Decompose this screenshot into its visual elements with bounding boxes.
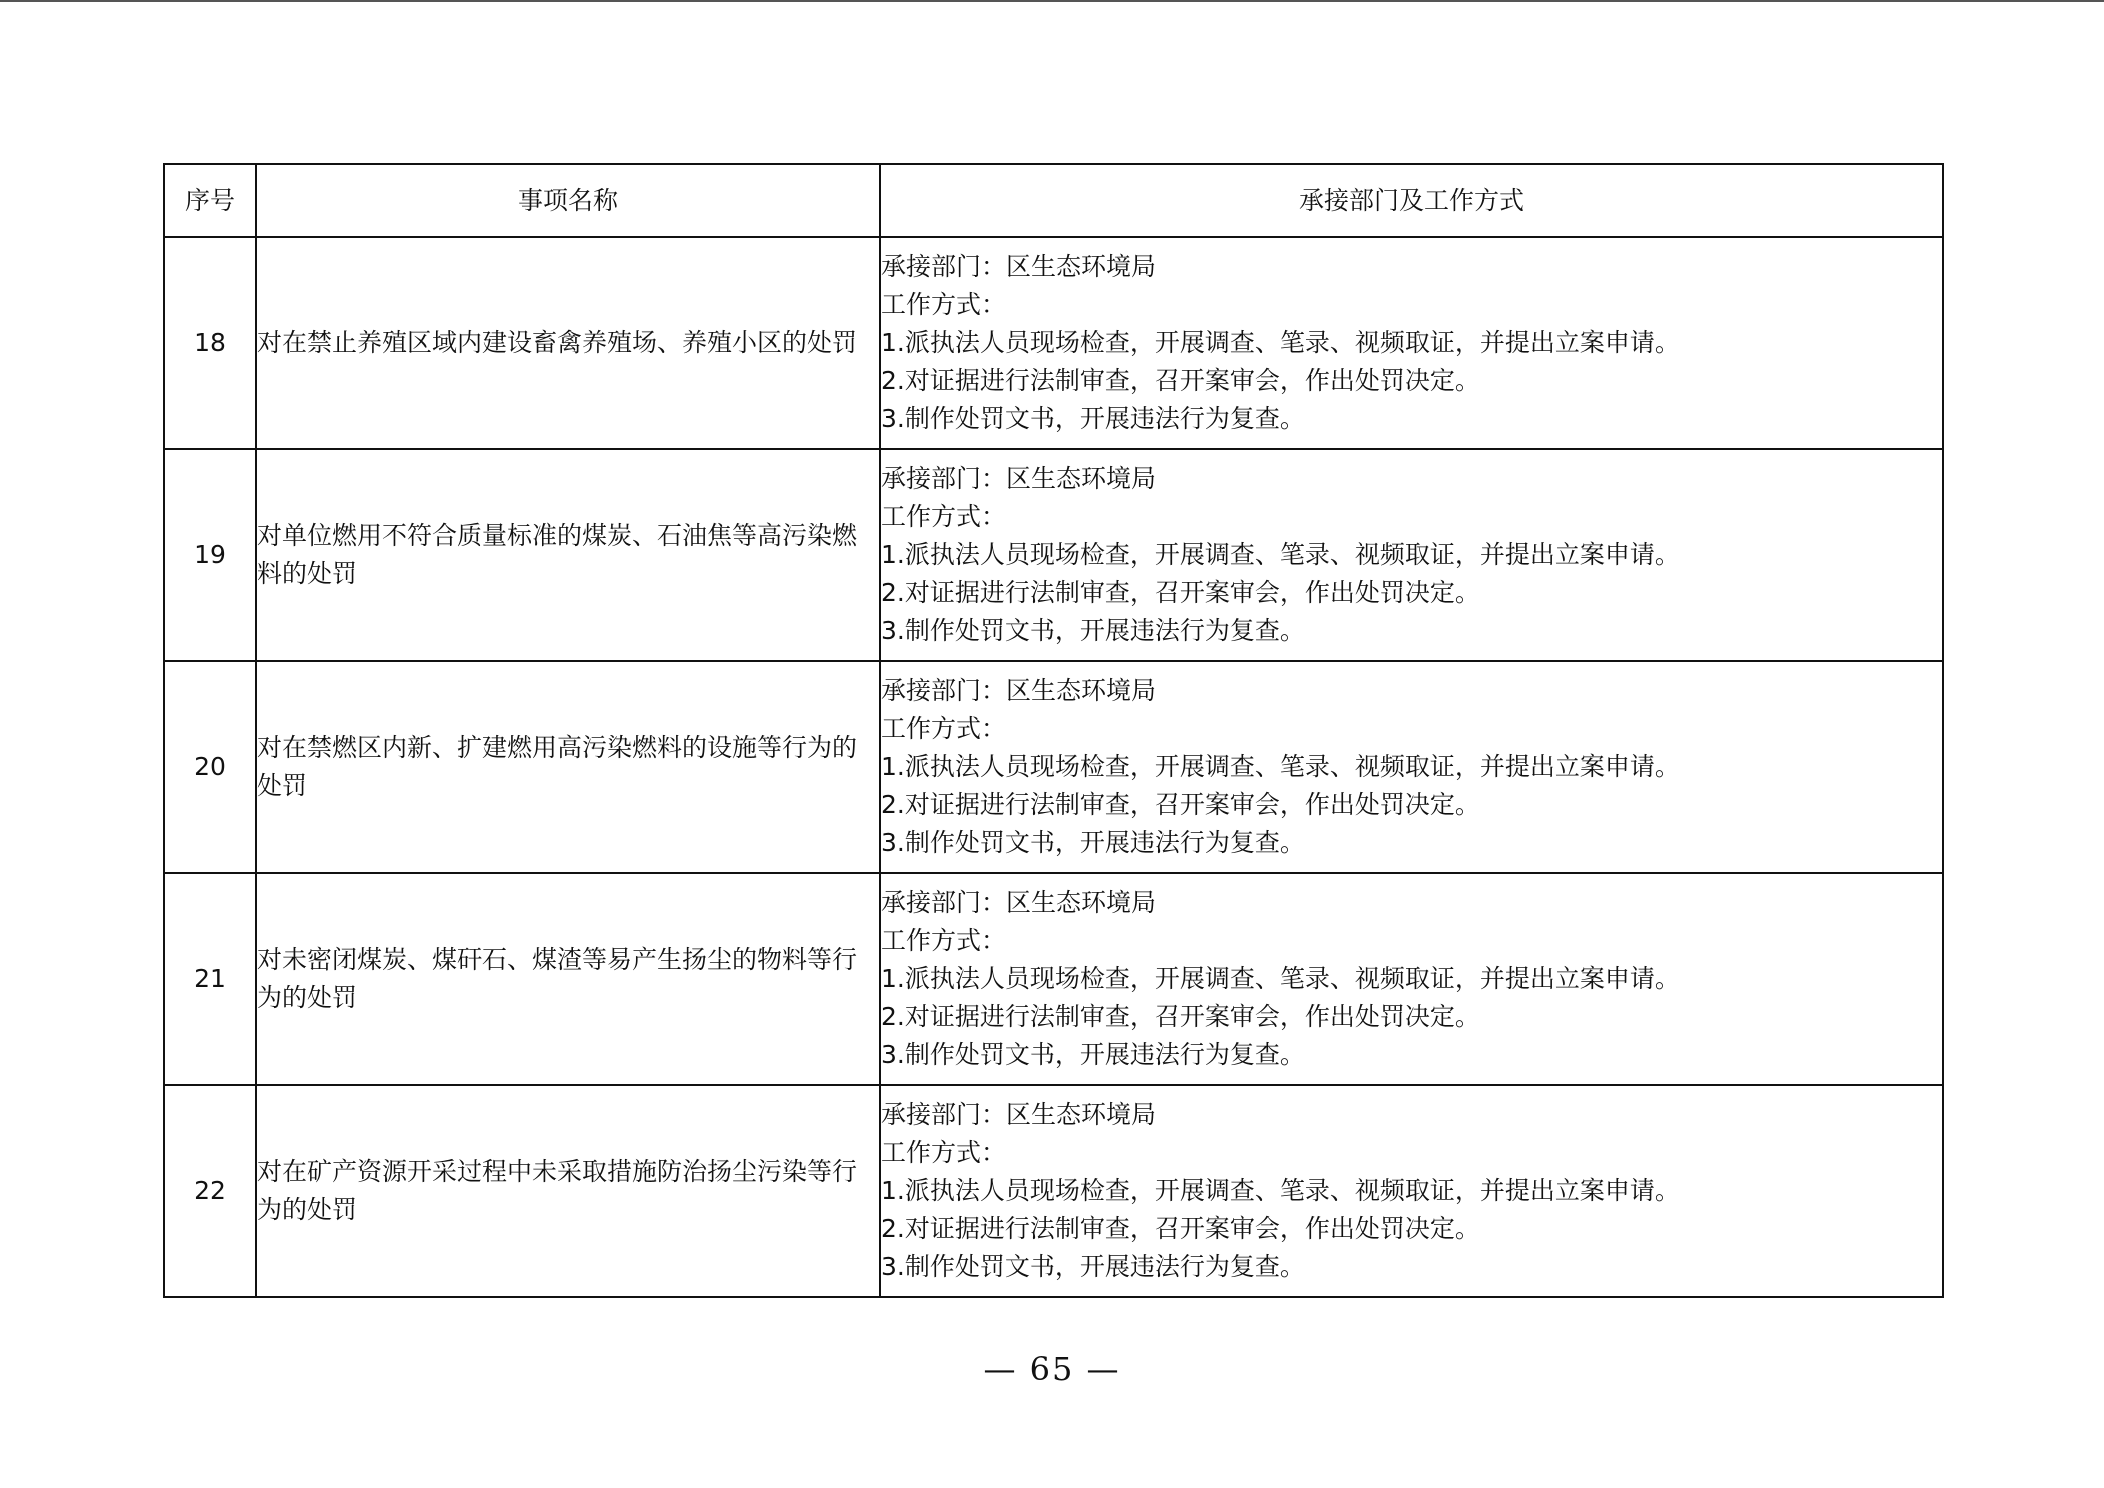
method-step: 1.派执法人员现场检查，开展调查、笔录、视频取证，并提出立案申请。 (881, 1176, 1680, 1205)
department-line: 承接部门：区生态环境局 (881, 464, 1157, 493)
row-department-and-method (880, 1085, 1943, 1297)
method-step: 1.派执法人员现场检查，开展调查、笔录、视频取证，并提出立案申请。 (881, 752, 1680, 781)
row-item-name: 对在禁燃区内新、扩建燃用高污染燃料的设施等行为的处罚 (256, 661, 880, 873)
method-step: 2.对证据进行法制审查，召开案审会，作出处罚决定。 (881, 366, 1480, 395)
row-department-and-method (880, 873, 1943, 1085)
department-line: 承接部门：区生态环境局 (881, 1100, 1157, 1129)
row-index: 22 (164, 1085, 256, 1297)
row-index: 21 (164, 873, 256, 1085)
header-index: 序号 (164, 164, 256, 237)
method-step: 1.派执法人员现场检查，开展调查、笔录、视频取证，并提出立案申请。 (881, 540, 1680, 569)
page-number: — 65 — (983, 1350, 1121, 1388)
table-row (164, 1085, 1943, 1297)
method-step: 3.制作处罚文书，开展违法行为复查。 (881, 616, 1305, 645)
table-header-row (164, 164, 1943, 237)
method-step: 1.派执法人员现场检查，开展调查、笔录、视频取证，并提出立案申请。 (881, 964, 1680, 993)
method-label: 工作方式： (881, 1138, 1007, 1167)
row-department-and-method (880, 661, 1943, 873)
row-index: 18 (164, 237, 256, 449)
header-item-name: 事项名称 (256, 164, 880, 237)
row-index: 20 (164, 661, 256, 873)
method-step: 2.对证据进行法制审查，召开案审会，作出处罚决定。 (881, 1214, 1480, 1243)
table-row (164, 661, 1943, 873)
method-label: 工作方式： (881, 926, 1007, 955)
method-step: 3.制作处罚文书，开展违法行为复查。 (881, 404, 1305, 433)
method-label: 工作方式： (881, 502, 1007, 531)
department-line: 承接部门：区生态环境局 (881, 252, 1157, 281)
row-department-and-method (880, 237, 1943, 449)
method-step: 3.制作处罚文书，开展违法行为复查。 (881, 1252, 1305, 1281)
method-step: 2.对证据进行法制审查，召开案审会，作出处罚决定。 (881, 790, 1480, 819)
method-step: 2.对证据进行法制审查，召开案审会，作出处罚决定。 (881, 578, 1480, 607)
matters-table (163, 163, 1944, 1298)
method-label: 工作方式： (881, 714, 1007, 743)
method-label: 工作方式： (881, 290, 1007, 319)
table-row (164, 237, 1943, 449)
top-border-line (0, 0, 2104, 2)
department-line: 承接部门：区生态环境局 (881, 676, 1157, 705)
header-department-and-method: 承接部门及工作方式 (880, 164, 1943, 237)
department-line: 承接部门：区生态环境局 (881, 888, 1157, 917)
method-step: 3.制作处罚文书，开展违法行为复查。 (881, 1040, 1305, 1069)
method-step: 1.派执法人员现场检查，开展调查、笔录、视频取证，并提出立案申请。 (881, 328, 1680, 357)
row-department-and-method (880, 449, 1943, 661)
row-item-name: 对单位燃用不符合质量标准的煤炭、石油焦等高污染燃料的处罚 (256, 449, 880, 661)
table-row (164, 449, 1943, 661)
method-step: 3.制作处罚文书，开展违法行为复查。 (881, 828, 1305, 857)
row-item-name: 对未密闭煤炭、煤矸石、煤渣等易产生扬尘的物料等行为的处罚 (256, 873, 880, 1085)
row-item-name: 对在禁止养殖区域内建设畜禽养殖场、养殖小区的处罚 (256, 237, 880, 449)
method-step: 2.对证据进行法制审查，召开案审会，作出处罚决定。 (881, 1002, 1480, 1031)
row-index: 19 (164, 449, 256, 661)
row-item-name: 对在矿产资源开采过程中未采取措施防治扬尘污染等行为的处罚 (256, 1085, 880, 1297)
table-row (164, 873, 1943, 1085)
